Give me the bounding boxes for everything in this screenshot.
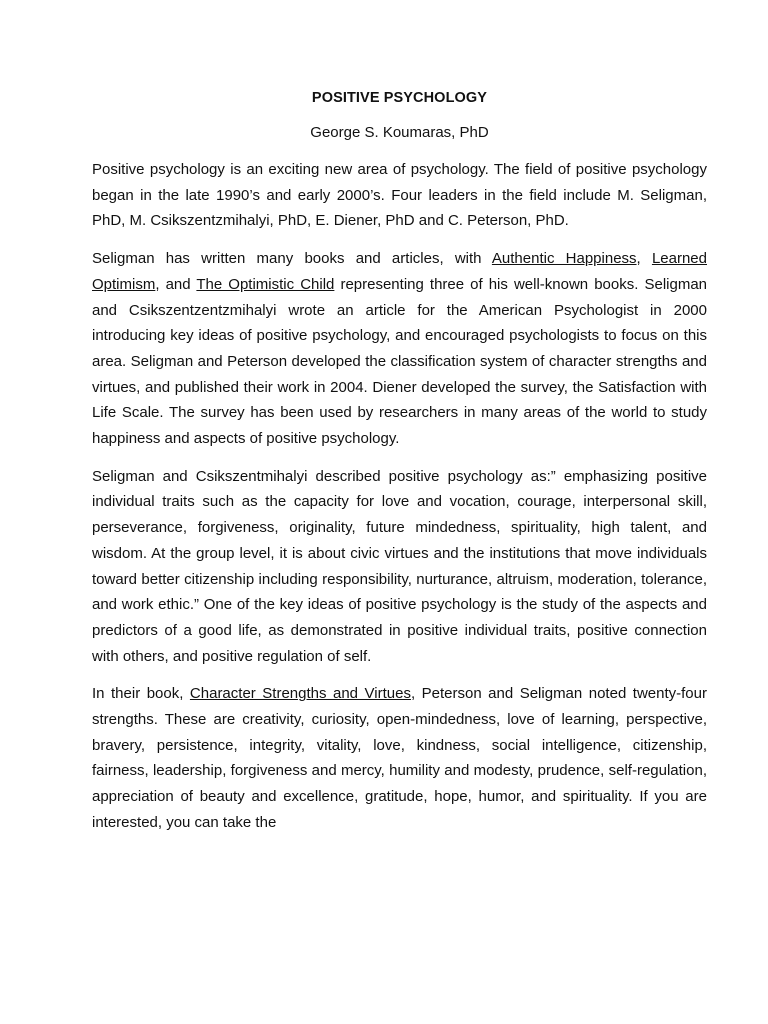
document-author: George S. Koumaras, PhD [310,124,489,141]
book-title-character-strengths: Character Strengths and Virtues [189,685,411,703]
paragraph-text: , [636,250,652,268]
paragraph [92,464,707,670]
paragraph-text: representing three of his well-known books. Seligman and Csikszentzentzmihalyi wrote an article for the American Psychologist in 2000 introducing key ideas of positive psychology, and encouraged psychologists to focus on this area. Seligman and Peterson developed the classification system of character strengths and virtues, and published their work in 2004. Diener developed the survey, the Satisfaction with Life Scale. The survey has been used by researchers in many areas of the world to study happiness and aspects of positive psychology. [92,275,708,448]
book-title-learned-optimism: Learned Optimism [92,250,707,293]
document-title: POSITIVE PSYCHOLOGY [311,90,488,106]
book-title-optimistic-child: The Optimistic Child [196,275,335,293]
paragraph [92,157,707,234]
paragraph-text: In their book, [92,685,190,703]
paragraph-text: Seligman and Csikszentmihalyi described positive psychology as:” emphasizing positive individual traits such as the capacity for love and vocation, courage, interpersonal skill, perseverance, forgiveness, originality, future mindedness, spirituality, high talent, and wisdom. At the group level, it is about civic virtues and the institutions that move individuals toward better citizenship including responsibility, nurturance, altruism, moderation, tolerance, and work ethic.” One of the key ideas of positive psychology is the study of the aspects and predictors of a good life, as demonstrated in positive individual traits, positive connection with others, and positive regulation of self. [92,467,707,665]
paragraph [92,246,707,452]
paragraph-text: , and [155,275,197,293]
book-title-authentic-happiness: Authentic Happiness [491,250,637,268]
paragraph-text: Positive psychology is an exciting new area of psychology. The field of positive psychology began in the late 1990’s and early 2000’s. Four leaders in the field include M. Seligman, PhD, M. Csikszentzmihalyi, PhD, E. Diener, PhD and C. Peterson, PhD. [92,161,707,230]
paragraph [92,681,707,835]
paragraph-text: Seligman has written many books and articles, with [92,250,492,268]
paragraph-text: , Peterson and Seligman noted twenty-four strengths. These are creativity, curiosity, open-mindedness, love of learning, perspective, bravery, persistence, integrity, vitality, love, kindness, social intelligence, citizenship, fairness, leadership, forgiveness and mercy, humility and modesty, prudence, self-regulation, appreciation of beauty and excellence, gratitude, hope, humor, and spirituality. If you are interested, you can take the [92,685,707,831]
